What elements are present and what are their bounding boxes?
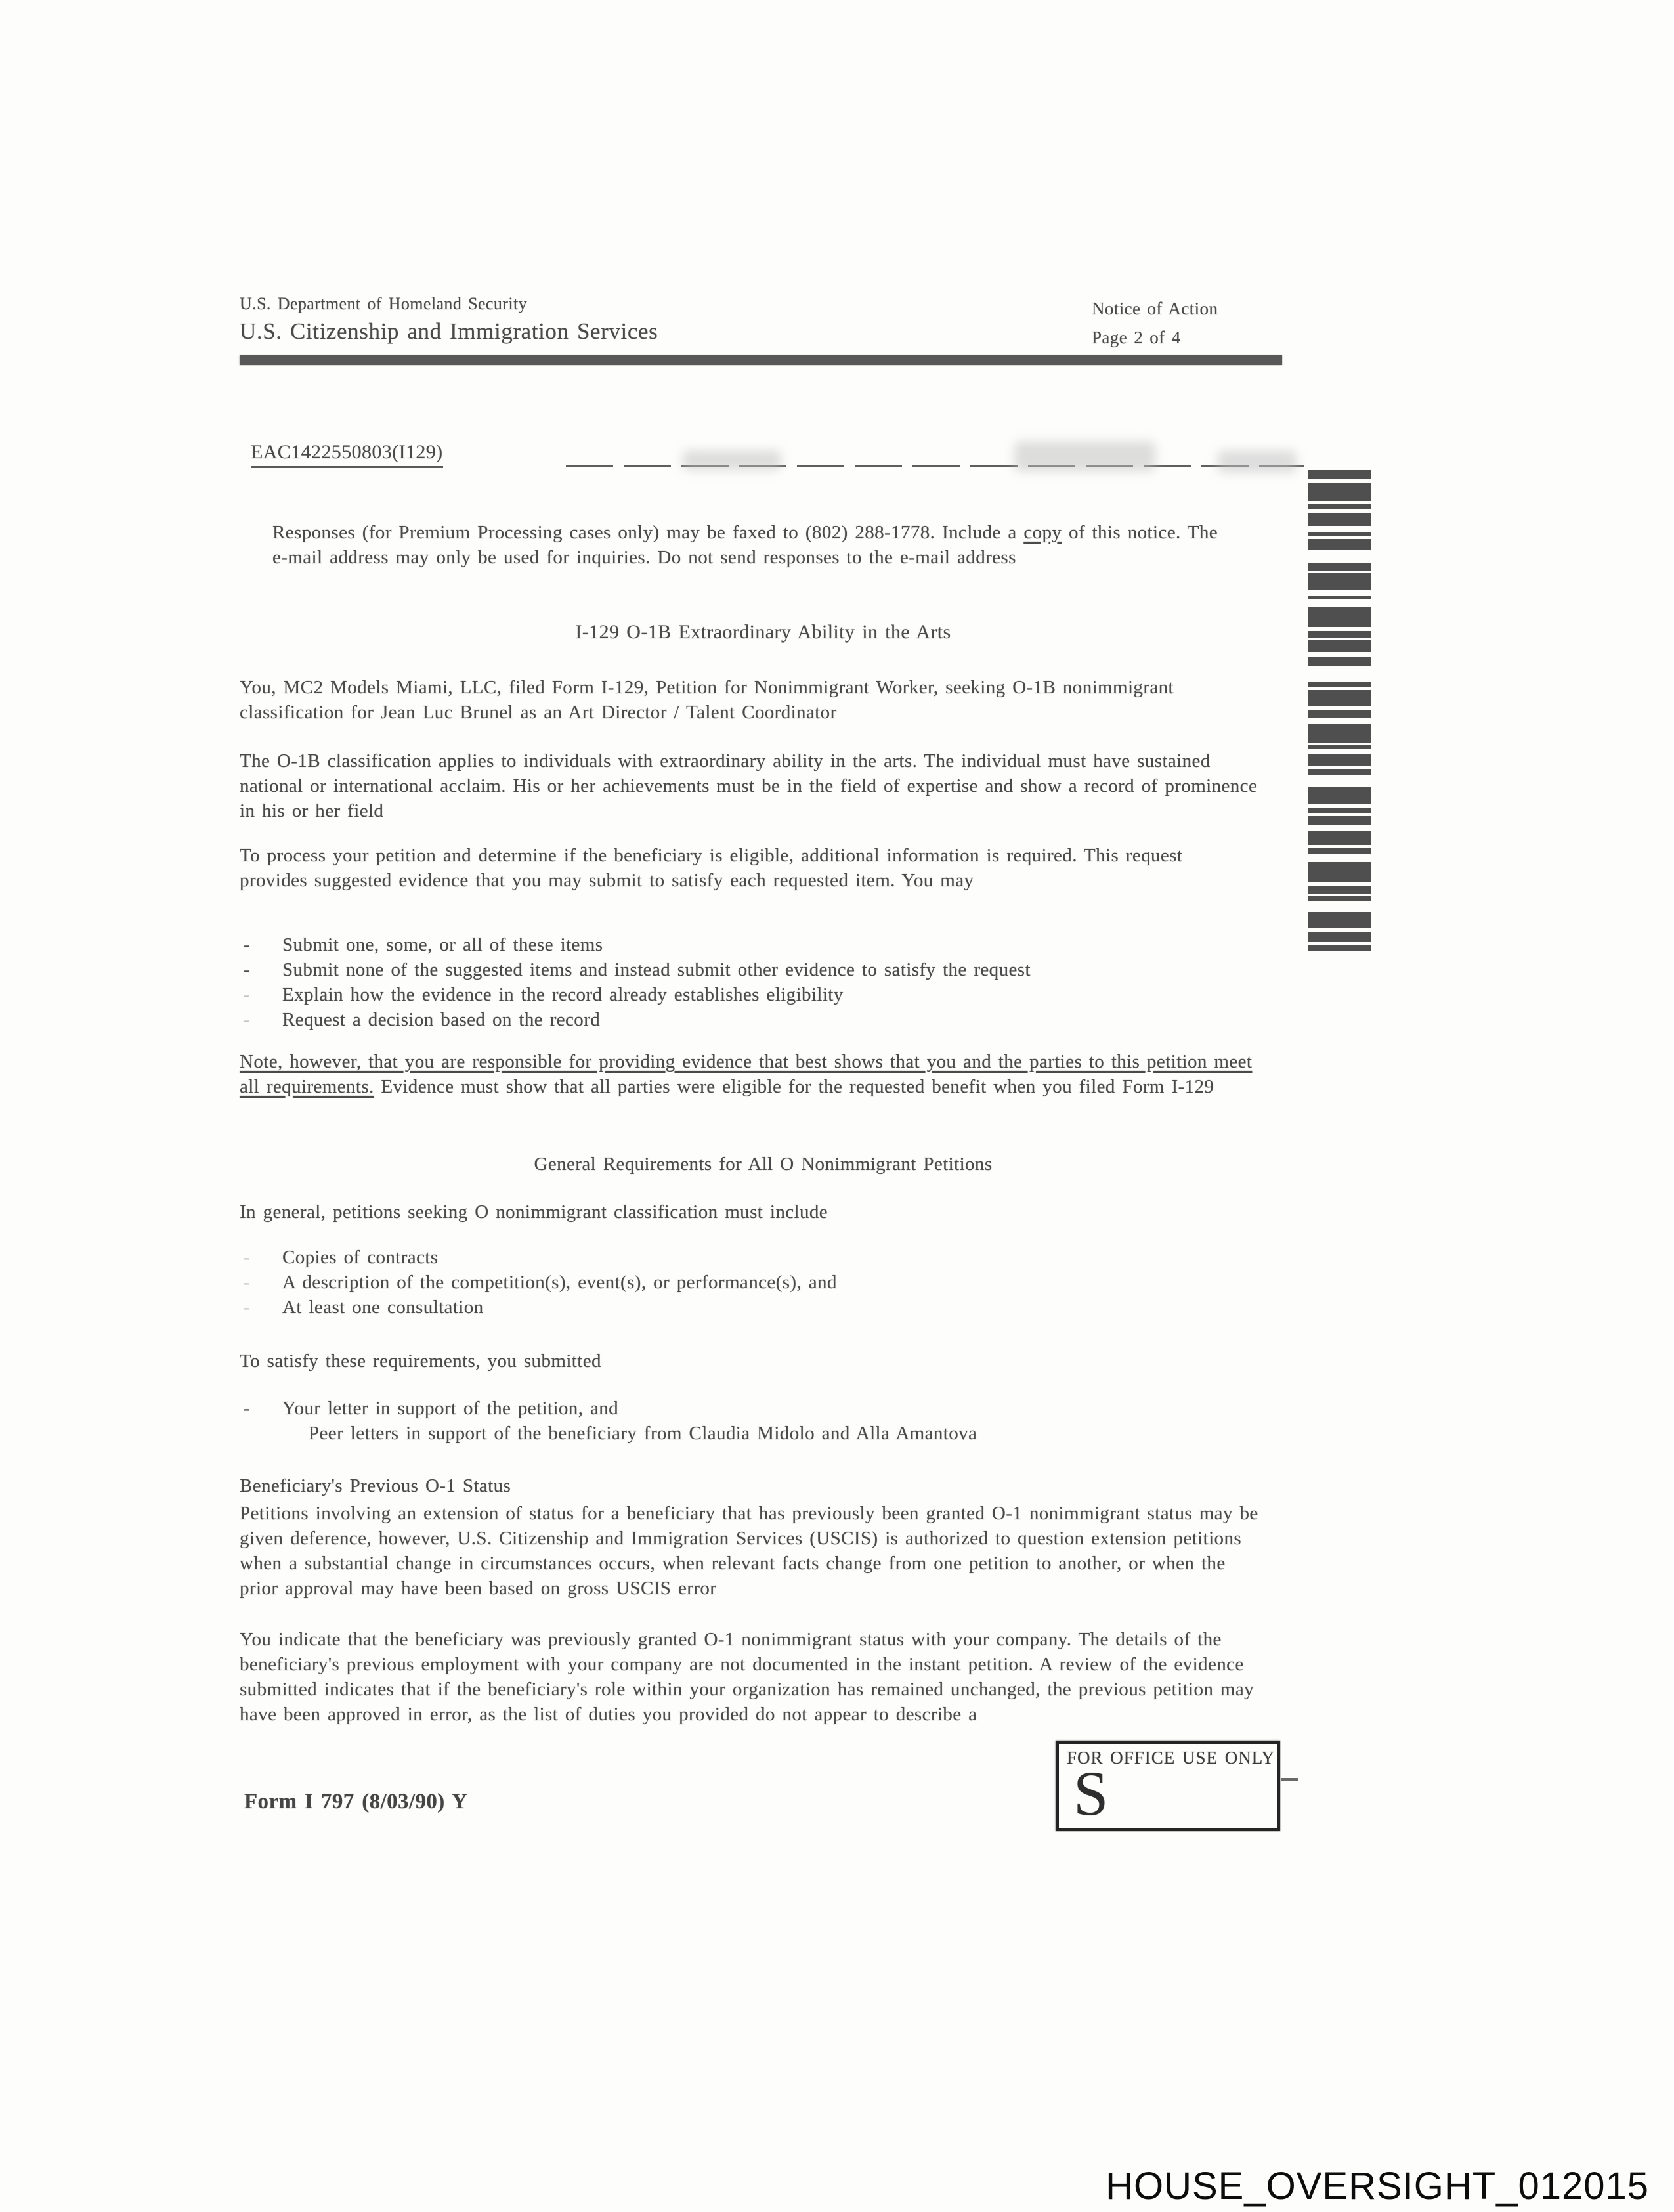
barcode-bar xyxy=(1308,631,1371,638)
barcode-bar xyxy=(1308,896,1371,901)
office-box-label: FOR OFFICE USE ONLY xyxy=(1067,1748,1276,1767)
barcode-bar xyxy=(1308,504,1371,509)
paragraph-classification: The O-1B classification applies to individuals with extraordinary ability in the arts. The individual must have sustained national or international acclaim. His or her achievements must be in the field of expertise and show a record of prominence in his or her field xyxy=(240,750,1258,821)
receipt-dashed-line xyxy=(566,465,1304,467)
paragraph-satisfy: To satisfy these requirements, you submitted xyxy=(240,1351,601,1372)
header-divider-bar xyxy=(240,355,1282,365)
dash-bullet: - xyxy=(244,934,251,955)
paragraph-petition-filed: You, MC2 Models Miami, LLC, filed Form I-129, Petition for Nonimmigrant Worker, seeking O-1B nonimmigrant classification for Jean Luc Brunel as an Art Director / Talent Coordinator xyxy=(240,677,1174,723)
barcode-bar xyxy=(1308,657,1371,666)
dash-bullet: - xyxy=(244,1272,251,1293)
list-item: - Copies of contracts xyxy=(240,1245,1264,1270)
list-item: Peer letters in support of the beneficiary from Claudia Midolo and Alla Amantova xyxy=(309,1423,977,1444)
dash-bullet: - xyxy=(244,1009,251,1030)
dash-bullet: - xyxy=(244,1398,251,1419)
barcode-bar xyxy=(1308,470,1371,479)
paragraph-process-petition: To process your petition and determine if the beneficiary is eligible, additional information is required. This request provides suggested evidence that you may submit to satisfy each requested item. You may xyxy=(240,845,1183,891)
dash-bullet: - xyxy=(244,959,251,980)
list-item: - Your letter in support of the petition, and xyxy=(240,1396,1277,1421)
paragraph-general: In general, petitions seeking O nonimmigrant classification must include xyxy=(240,1202,828,1223)
note-underlined-text: Note, however, that you are responsible for providing evidence that best shows that you and the parties to this petition meet all requirements. xyxy=(240,1051,1253,1097)
barcode-bar xyxy=(1308,945,1371,951)
barcode-bar xyxy=(1308,607,1371,627)
barcode-bar xyxy=(1308,769,1371,775)
list-item: - At least one consultation xyxy=(240,1295,1264,1320)
barcode-bar xyxy=(1308,513,1371,526)
barcode-bar xyxy=(1308,912,1371,928)
options-list xyxy=(240,932,1277,1032)
submitted-list xyxy=(240,1396,1277,1446)
for-office-use-only-box xyxy=(1056,1741,1280,1831)
barcode-bar xyxy=(1308,754,1371,766)
barcode-bar xyxy=(1308,596,1371,599)
scan-smudge xyxy=(1014,441,1155,471)
barcode-bar xyxy=(1308,816,1371,825)
barcode-bar xyxy=(1308,724,1371,743)
barcode-bar xyxy=(1308,539,1371,550)
paragraph-premium-processing: Responses (for Premium Processing cases only) may be faxed to (802) 288-1778. Include a copy of this notice. The e-mail address may only be used for inquiries. Do not send responses to the e-mail address xyxy=(272,522,1218,568)
page-number: Page 2 of 4 xyxy=(1092,328,1181,347)
list-item: - A description of the competition(s), event(s), or performance(s), and xyxy=(240,1270,1264,1295)
agency-line-1: U.S. Department of Homeland Security xyxy=(240,294,527,313)
barcode-bar xyxy=(1308,483,1371,501)
receipt-number: EAC1422550803(I129) xyxy=(251,441,443,468)
notice-type: Notice of Action xyxy=(1092,299,1218,318)
barcode-bar xyxy=(1308,808,1371,813)
paragraph-note: Note, however, that you are responsible for providing evidence that best shows that you and the parties to this petition meet all requirements. Evidence must show that all parties were eligible for the requested benefit when you filed Form I-129 xyxy=(240,1051,1253,1097)
barcode-bar xyxy=(1308,745,1371,749)
heading-previous-status: Beneficiary's Previous O-1 Status xyxy=(240,1475,511,1496)
barcode-bar xyxy=(1308,831,1371,845)
dash-bullet: - xyxy=(244,1247,251,1268)
list-item: - Submit none of the suggested items and instead submit other evidence to satisfy the request xyxy=(240,957,1277,982)
list-item: - Submit one, some, or all of these items xyxy=(240,932,1277,957)
barcode-bar xyxy=(1308,640,1371,652)
paragraph-indicate: You indicate that the beneficiary was previously granted O-1 nonimmigrant status with your company. The details of the beneficiary's previous employment with your company are not documented in the instant petition. A review of the evidence submitted indicates that if the beneficiary's role within your organization has remained unchanged, the previous petition may have been approved in error, as the list of duties you provided do not appear to describe a xyxy=(240,1629,1255,1725)
barcode-bar xyxy=(1308,532,1371,536)
heading-general-requirements: General Requirements for All O Nonimmigrant Petitions xyxy=(534,1154,993,1175)
office-box-handwritten-mark: S xyxy=(1073,1758,1109,1829)
scan-smudge xyxy=(683,450,781,470)
barcode-bar xyxy=(1308,690,1371,706)
barcode-bar xyxy=(1308,710,1371,718)
barcode-bar xyxy=(1308,682,1371,687)
paragraph-previous-status: Petitions involving an extension of status for a beneficiary that has previously been granted O-1 nonimmigrant status may be given deference, however, U.S. Citizenship and Immigration Services (USCIS) is authorized to question extension petitions when a substantial change in circumstances occurs, when relevant facts change from one petition to another, or when the prior approval may have been based on gross USCIS error xyxy=(240,1503,1258,1599)
barcode-bar xyxy=(1308,932,1371,942)
section-title: I-129 O-1B Extraordinary Ability in the Arts xyxy=(575,621,951,643)
header-agency xyxy=(240,293,658,343)
form-number-footer: Form I 797 (8/03/90) Y xyxy=(244,1790,468,1813)
scan-smudge xyxy=(1218,450,1297,473)
bates-stamp: HOUSE_OVERSIGHT_012015 xyxy=(1105,2165,1649,2207)
barcode-bar xyxy=(1308,787,1371,804)
underlined-word-copy: copy xyxy=(1023,522,1062,543)
dash-bullet: - xyxy=(244,984,251,1005)
barcode-bar xyxy=(1308,573,1371,590)
header-notice-info xyxy=(1092,294,1218,352)
requirements-list xyxy=(240,1245,1264,1320)
barcode-bar xyxy=(1308,862,1371,882)
barcode-bar xyxy=(1308,563,1371,571)
barcode xyxy=(1308,470,1371,956)
scan-mark xyxy=(1281,1778,1298,1781)
barcode-bar xyxy=(1308,848,1371,854)
agency-line-2: U.S. Citizenship and Immigration Services xyxy=(240,318,658,344)
dash-bullet: - xyxy=(244,1297,251,1318)
barcode-bar xyxy=(1308,886,1371,894)
list-item: - Request a decision based on the record xyxy=(240,1007,1277,1032)
list-item: - Explain how the evidence in the record already establishes eligibility xyxy=(240,982,1277,1007)
